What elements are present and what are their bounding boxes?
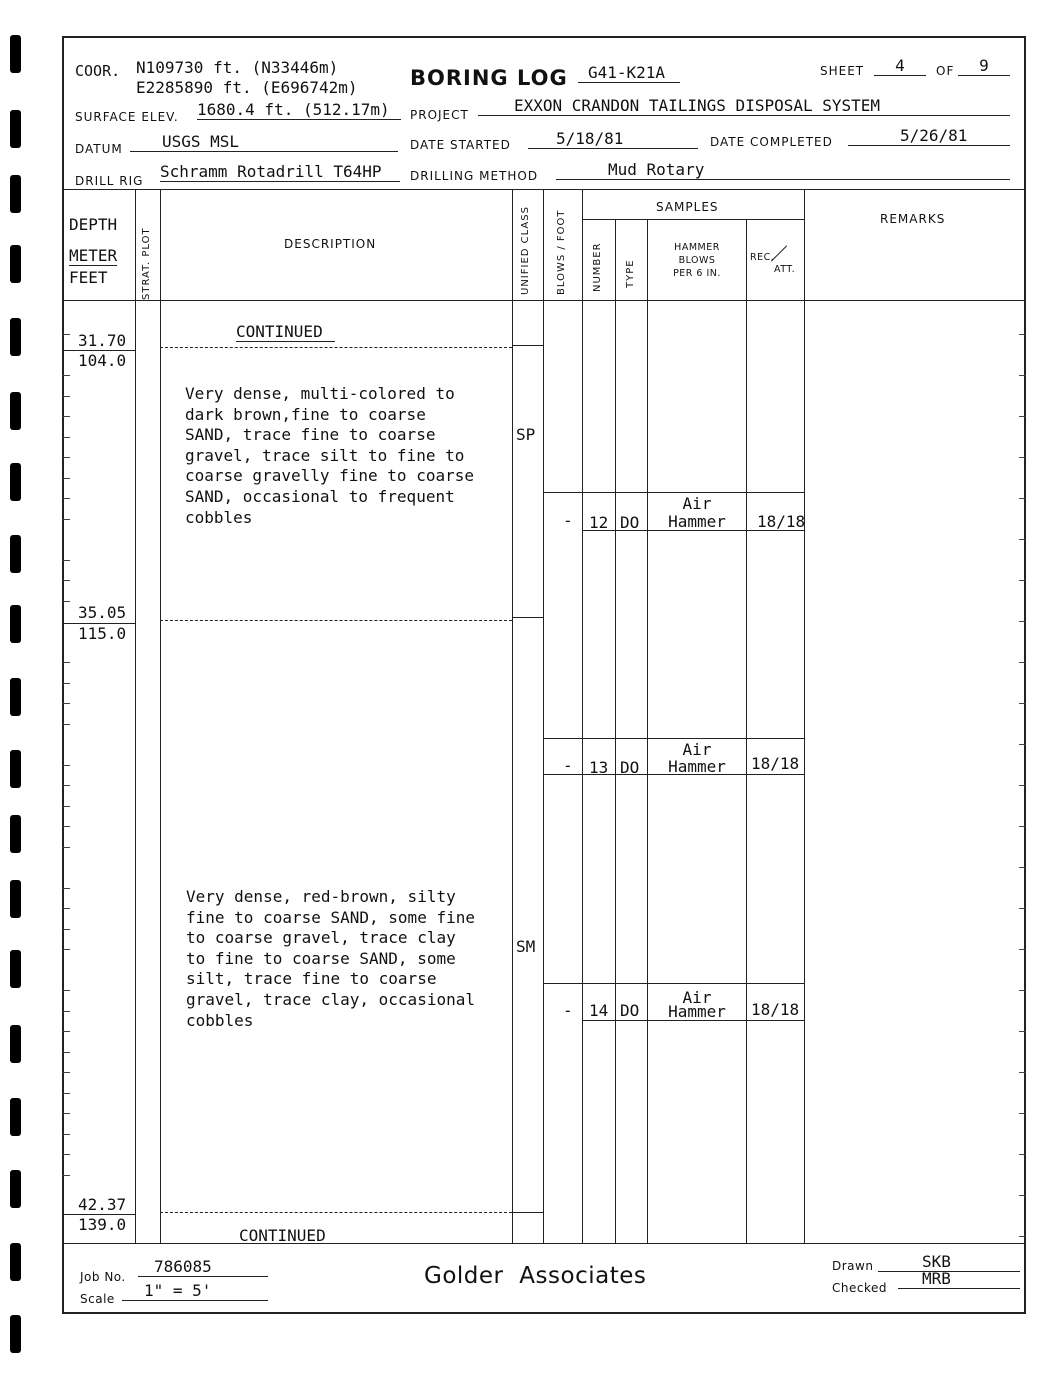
sample-blows: - [563,511,573,530]
scale-tick [63,785,70,786]
scale-tick [1019,949,1025,950]
drilling-method: Mud Rotary [556,160,1010,180]
scale-tick [63,1072,70,1073]
col-line [804,189,805,1243]
binder-hole [10,245,21,283]
scale-tick [1019,1113,1025,1114]
depth-meter: 31.70 [78,331,127,350]
feet-header: FEET [69,268,108,287]
scale-tick [63,334,70,335]
coor-east: E2285890 ft. (E696742m) [136,78,358,97]
binder-hole [10,880,21,918]
binder-hole [10,175,21,213]
layer-boundary [160,347,512,348]
depth-feet: 104.0 [78,351,127,370]
company-name: Golder Associates [424,1263,647,1289]
sample-hammer: Hammer [668,512,726,531]
date-completed-label: DATE COMPLETED [710,135,833,149]
depth-meter: 42.37 [78,1195,127,1214]
date-completed: 5/26/81 [848,126,1010,146]
scale-tick [63,437,70,438]
blows-foot-header: BLOWS / FOOT [556,209,567,295]
page-title: BORING LOG [410,66,568,90]
scale-tick [63,949,70,950]
sample-rec: 18/18 [757,512,806,531]
scale-tick [1019,826,1025,827]
scale-label: Scale [80,1292,115,1306]
scale-tick [1019,1031,1025,1032]
boring-log-frame [62,36,1026,1314]
scale-tick [63,457,70,458]
coor-label: COOR. [75,62,121,80]
scale-tick [1019,457,1025,458]
sample-hammer: Air [682,988,712,1007]
scale-tick [1019,1154,1025,1155]
hammer-blows-header [648,241,746,280]
layer-description: Very dense, multi-colored to dark brown,fine to coarse SAND, trace fine to coarse gravel, trace silt to fine to coarse gravelly fine to coarse SAND, occasional to frequent cobbles [185,384,474,527]
drilling-method-label: DRILLING METHOD [410,169,539,183]
boring-id: G41-K21A [578,63,680,83]
drill-rig-label: DRILL RIG [75,174,144,188]
coor-north: N109730 ft. (N33446m) [136,58,339,77]
scale-tick [1019,1195,1025,1196]
binder-hole [10,1315,21,1353]
scale-tick [1019,785,1025,786]
binder-hole [10,1170,21,1208]
remarks-header: REMARKS [880,212,946,226]
col-line [543,189,544,1243]
layer-description: Very dense, red-brown, silty fine to coarse SAND, some fine to coarse gravel, trace clay to fine to coarse SAND, some silt, trace fine to coarse gravel, trace clay, occasional cobbles [186,887,475,1030]
rec-header: REC. [750,252,775,263]
project-name: EXXON CRANDON TAILINGS DISPOSAL SYSTEM [478,96,1010,116]
unified-class: SP [516,425,536,444]
scale-tick [1019,375,1025,376]
scale-tick [1019,1072,1025,1073]
footer-divider [62,1243,1026,1244]
drill-rig: Schramm Rotadrill T64HP [160,162,400,182]
binder-hole [10,110,21,148]
scale-tick [63,724,70,725]
binder-hole [10,1243,21,1281]
binder-hole [10,750,21,788]
scale-tick [1019,498,1025,499]
sheet-number: 4 [874,56,926,76]
scale-tick [1019,703,1025,704]
layer-boundary [160,1212,512,1213]
col-line [647,220,648,1243]
scale-tick [63,375,70,376]
scale-tick [63,683,70,684]
scale-tick [63,806,70,807]
scale-tick [63,1154,70,1155]
samples-header: SAMPLES [656,200,719,214]
sample-type: DO [620,513,640,532]
scale-tick [63,580,70,581]
header-divider [62,189,1026,190]
layer-boundary [160,620,512,621]
binder-hole [10,535,21,573]
scale-tick [63,416,70,417]
surface-elev-label: SURFACE ELEV. [75,110,179,124]
date-started-label: DATE STARTED [410,138,511,152]
scale-tick [63,1113,70,1114]
number-header: NUMBER [592,242,603,292]
sample-hammer: Hammer [668,757,726,776]
scale-tick [1019,908,1025,909]
meter-header: METER [69,246,118,265]
scale-tick [63,990,70,991]
scale-tick [1019,990,1025,991]
date-started: 5/18/81 [528,129,698,149]
sample-top-line [543,983,804,984]
hammer-blows-line: HAMMER [674,242,720,253]
scale-tick [1019,621,1025,622]
strat-plot-header: STRAT. PLOT [141,227,152,300]
scale-tick [63,703,70,704]
sample-hammer: Air [682,494,712,513]
binder-hole [10,815,21,853]
scale-tick [63,1093,70,1094]
job-no-label: Job No. [80,1270,126,1284]
sample-number: 13 [589,758,609,777]
col-line [615,220,616,1243]
scale-tick [63,396,70,397]
scale-tick [1019,867,1025,868]
col-line [582,189,583,1243]
binder-hole [10,463,21,501]
sample-blows: - [563,1001,573,1020]
sample-number: 14 [589,1001,609,1020]
scale-tick [1019,580,1025,581]
depth-meter: 35.05 [78,603,127,622]
continued-top: CONTINUED [236,322,335,342]
sample-number: 12 [589,513,609,532]
scale-tick [63,1134,70,1135]
samples-divider [582,219,804,220]
scale-tick [63,765,70,766]
sample-hammer: Hammer [668,1002,726,1021]
scale-tick [63,908,70,909]
scale-tick [1019,662,1025,663]
sample-rec: 18/18 [751,1000,800,1019]
scale-tick [1019,539,1025,540]
binder-hole [10,1025,21,1063]
surface-elev: 1680.4 ft. (512.17m) [197,100,401,120]
scale-tick [1019,334,1025,335]
depth-feet: 115.0 [78,624,127,643]
datum: USGS MSL [130,132,398,152]
scale-tick [63,826,70,827]
binder-hole [10,392,21,430]
unified-class: SM [516,937,536,956]
drawn-by: SKB [878,1252,1020,1272]
checked-by: MRB [898,1269,1020,1289]
sample-rec: 18/18 [751,754,800,773]
scale-tick [63,498,70,499]
drawn-label: Drawn [832,1259,874,1273]
depth-feet: 139.0 [78,1215,127,1234]
of-label: OF [936,64,955,78]
column-header-divider [62,300,1026,301]
scale-tick [1019,416,1025,417]
scale-tick [63,1175,70,1176]
description-header: DESCRIPTION [284,237,377,251]
scale-tick [63,560,70,561]
scale-tick [63,929,70,930]
scale-tick [63,478,70,479]
binder-hole [10,1098,21,1136]
col-line [512,189,513,1243]
scale-tick [63,601,70,602]
scale-tick [1019,744,1025,745]
type-header: TYPE [625,259,636,288]
project-label: PROJECT [410,108,469,122]
hammer-blows-line: PER 6 IN. [673,268,721,279]
att-header: ATT. [774,264,796,275]
sample-top-line [543,738,804,739]
datum-label: DATUM [75,142,123,156]
hammer-blows-line: BLOWS [678,255,716,266]
col-line [746,220,747,1243]
binder-hole [10,950,21,988]
scale-tick [63,1011,70,1012]
sample-type: DO [620,1001,640,1020]
binder-hole [10,605,21,643]
unified-class-header: UNIFIED CLASS [520,206,531,295]
checked-label: Checked [832,1281,887,1295]
sample-hammer: Air [682,740,712,759]
class-boundary [512,345,543,346]
scale-tick [63,519,70,520]
continued-bottom: CONTINUED [239,1226,326,1245]
scale-value: 1" = 5' [122,1281,268,1301]
sheet-total: 9 [958,56,1010,76]
col-line [135,189,136,1243]
sheet-label: SHEET [820,64,865,78]
sample-blows: - [563,756,573,775]
binder-hole [10,35,21,73]
job-number: 786085 [138,1257,268,1277]
scale-tick [1019,1236,1025,1237]
class-boundary [512,617,543,618]
binder-hole [10,318,21,356]
scale-tick [63,662,70,663]
sample-top-line [543,492,804,493]
scale-tick [63,1052,70,1053]
scale-tick [63,847,70,848]
scale-tick [63,888,70,889]
sample-type: DO [620,758,640,777]
depth-header: DEPTH [69,215,118,234]
scale-tick [63,1031,70,1032]
class-boundary [512,1212,543,1213]
binder-hole [10,678,21,716]
